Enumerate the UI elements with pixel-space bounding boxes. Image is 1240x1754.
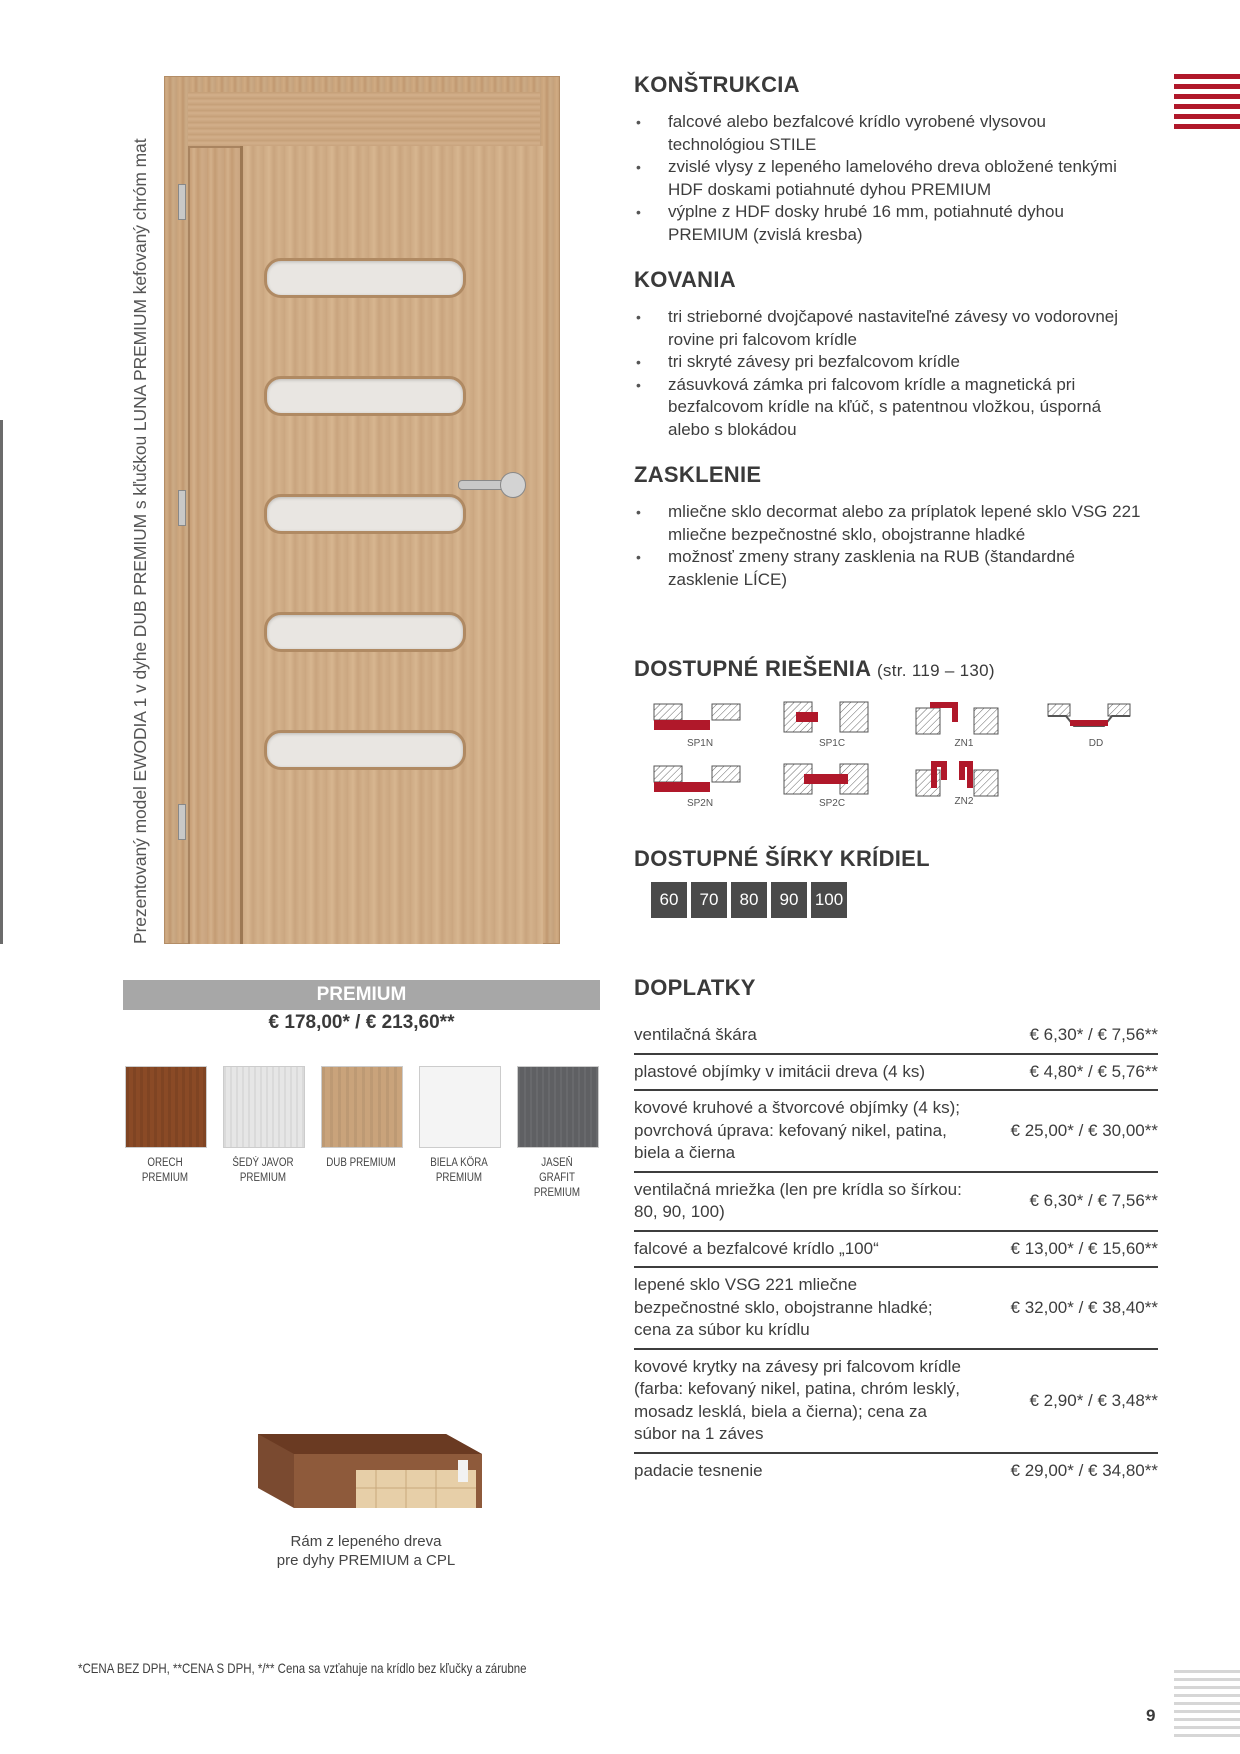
solution-label: ZN1 bbox=[954, 738, 974, 749]
page-number: 9 bbox=[1146, 1706, 1156, 1725]
door-handle-rose bbox=[500, 472, 526, 498]
swatch-label: ŠEDÝ JAVOR PREMIUM bbox=[232, 1157, 294, 1184]
premium-price: € 178,00* / € 213,60** bbox=[268, 1012, 455, 1033]
solution-zn2-diagram bbox=[916, 764, 998, 796]
surcharge-price: € 6,30* / € 7,56** bbox=[1029, 1191, 1158, 1210]
door-top-rail bbox=[188, 92, 540, 148]
list-item: • falcové alebo bezfalcové krídlo vyrobené vlysovou technológiou STILE bbox=[634, 111, 1144, 156]
surcharge-label: kovové kruhové a štvorcové objímky (4 ks); povrchová úprava: kefovaný nikel, patina, biela a čierna bbox=[634, 1098, 960, 1162]
surcharge-label: padacie tesnenie bbox=[634, 1460, 763, 1480]
section-title-zasklenie: ZASKLENIE bbox=[634, 462, 762, 487]
glass-pane bbox=[264, 730, 466, 770]
solution-sp1n-diagram bbox=[654, 704, 740, 730]
surcharge-price: € 6,30* / € 7,56** bbox=[1029, 1025, 1158, 1045]
surcharge-label: kovové krytky na závesy pri falcovom krídle (farba: kefovaný nikel, patina, chróm lesklý, mosadz lesklá, biela a čierna); cena za súbor na 1 záves bbox=[634, 1356, 961, 1443]
surcharges-table bbox=[634, 1018, 1158, 1488]
surcharge-label: ventilačná škára bbox=[634, 1025, 757, 1044]
glass-pane bbox=[264, 612, 466, 652]
solution-sp2n-diagram bbox=[654, 766, 740, 792]
frame-caption-line: Rám z lepeného dreva bbox=[290, 1533, 442, 1550]
list-item: • mliečne sklo decormat alebo za príplatok lepené sklo VSG 221 mliečne bezpečnostné sklo, obojstranne hladké bbox=[634, 501, 1144, 546]
glass-pane bbox=[264, 258, 466, 298]
hinge bbox=[178, 490, 186, 526]
list-item: • výplne z HDF dosky hrubé 16 mm, potiahnuté dyhou PREMIUM (zvislá kresba) bbox=[634, 201, 1144, 246]
list-item: • možnosť zmeny strany zasklenia na RUB (štandardné zasklenie LÍCE) bbox=[634, 546, 1144, 591]
section-title-doplatky: DOPLATKY bbox=[634, 975, 756, 1000]
solution-sp1c-diagram bbox=[784, 702, 868, 732]
solution-sp2c-diagram bbox=[784, 764, 868, 794]
surcharge-label: falcové a bezfalcové krídlo „100“ bbox=[634, 1238, 879, 1258]
swatch-orech-premium bbox=[125, 1066, 207, 1148]
width-option: 60 bbox=[651, 882, 687, 918]
surcharge-price: € 25,00* / € 30,00** bbox=[1010, 1120, 1158, 1140]
solutions-diagrams bbox=[650, 700, 1150, 812]
swatch-dub-premium bbox=[321, 1066, 403, 1148]
surcharge-price: € 13,00* / € 15,60** bbox=[1010, 1238, 1158, 1258]
solution-label: DD bbox=[1088, 738, 1104, 749]
table-row bbox=[634, 1268, 1158, 1350]
zasklenie-list bbox=[634, 501, 1144, 591]
widths-list bbox=[651, 882, 847, 918]
swatch-biela-kora-premium bbox=[419, 1066, 501, 1148]
surcharge-label: ventilačná mriežka (len pre krídla so šírkou: 80, 90, 100) bbox=[634, 1179, 962, 1221]
table-row bbox=[634, 1454, 1158, 1489]
premium-label: PREMIUM bbox=[123, 980, 600, 1010]
section-title-widths: DOSTUPNÉ ŠÍRKY KRÍDIEL bbox=[634, 846, 930, 871]
surcharge-label: lepené sklo VSG 221 mliečne bezpečnostné sklo, obojstranne hladké; cena za súbor ku krídlu bbox=[634, 1275, 933, 1339]
solution-label: SP2C bbox=[818, 798, 846, 809]
swatch-label: BIELA KÔRA PREMIUM bbox=[430, 1157, 488, 1184]
list-item: • tri skryté závesy pri bezfalcovom krídle bbox=[634, 351, 1144, 374]
frame-profile-image bbox=[246, 1424, 486, 1516]
swatch-sedy-javor-premium bbox=[223, 1066, 305, 1148]
red-stripes-decoration bbox=[1174, 74, 1240, 134]
surcharge-price: € 29,00* / € 34,80** bbox=[1010, 1460, 1158, 1480]
swatch-label: DUB PREMIUM bbox=[326, 1157, 396, 1169]
width-option: 90 bbox=[771, 882, 807, 918]
solutions-pages: (str. 119 – 130) bbox=[876, 661, 995, 680]
solutions-title: DOSTUPNÉ RIEŠENIA bbox=[634, 656, 871, 681]
table-row bbox=[634, 1091, 1158, 1173]
table-row bbox=[634, 1173, 1158, 1232]
section-title-solutions bbox=[634, 656, 995, 682]
table-row bbox=[634, 1232, 1158, 1269]
surcharge-price: € 2,90* / € 3,48** bbox=[1029, 1390, 1158, 1410]
page-edge-mark bbox=[0, 420, 3, 944]
surcharge-label: plastové objímky v imitácii dreva (4 ks) bbox=[634, 1061, 925, 1081]
gray-stripes-decoration bbox=[1174, 1670, 1240, 1742]
konstrukcia-list bbox=[634, 111, 1144, 246]
swatch-jasen-grafit-premium bbox=[517, 1066, 599, 1148]
table-row bbox=[634, 1018, 1158, 1055]
model-caption: Prezentovaný model EWODIA 1 v dyhe DUB PREMIUM s kľučkou LUNA PREMIUM kefovaný chróm mat bbox=[130, 138, 150, 944]
section-title-konstrukcia: KONŠTRUKCIA bbox=[634, 72, 800, 97]
width-option: 80 bbox=[731, 882, 767, 918]
surcharge-price: € 4,80* / € 5,76** bbox=[1029, 1061, 1158, 1081]
hinge bbox=[178, 184, 186, 220]
table-row bbox=[634, 1350, 1158, 1454]
solution-dd-diagram bbox=[1048, 704, 1130, 726]
section-title-kovania: KOVANIA bbox=[634, 267, 736, 292]
glass-pane bbox=[264, 494, 466, 534]
solution-label: SP1N bbox=[686, 738, 714, 749]
list-item: • zásuvková zámka pri falcovom krídle a magnetická pri bezfalcovom krídle na kľúč, s patentnou vložkou, úsporná alebo s blokádou bbox=[634, 374, 1144, 442]
swatch-label: ORECH PREMIUM bbox=[141, 1157, 189, 1184]
solution-label: SP2N bbox=[686, 798, 714, 809]
swatch-label: JASEŇ GRAFIT PREMIUM bbox=[533, 1157, 581, 1199]
glass-pane bbox=[264, 376, 466, 416]
surcharge-price: € 32,00* / € 38,40** bbox=[1010, 1297, 1158, 1317]
table-row bbox=[634, 1055, 1158, 1092]
list-item: • zvislé vlysy z lepeného lamelového dreva obložené tenkými HDF doskami potiahnuté dyhou PREMIUM bbox=[634, 156, 1144, 201]
width-option: 100 bbox=[811, 882, 847, 918]
list-item: • tri strieborné dvojčapové nastaviteľné závesy vo vodorovnej rovine pri falcovom krídle bbox=[634, 306, 1144, 351]
frame-caption-line: pre dyhy PREMIUM a CPL bbox=[276, 1552, 456, 1569]
price-footnote: *CENA BEZ DPH, **CENA S DPH, */** Cena sa vzťahuje na krídlo bez kľučky a zárubne bbox=[78, 1660, 527, 1676]
solution-label: ZN2 bbox=[954, 796, 974, 807]
frame-caption bbox=[246, 1532, 486, 1570]
width-option: 70 bbox=[691, 882, 727, 918]
solution-label: SP1C bbox=[818, 738, 846, 749]
solution-zn1-diagram bbox=[916, 702, 998, 734]
kovania-list bbox=[634, 306, 1144, 441]
hinge bbox=[178, 804, 186, 840]
